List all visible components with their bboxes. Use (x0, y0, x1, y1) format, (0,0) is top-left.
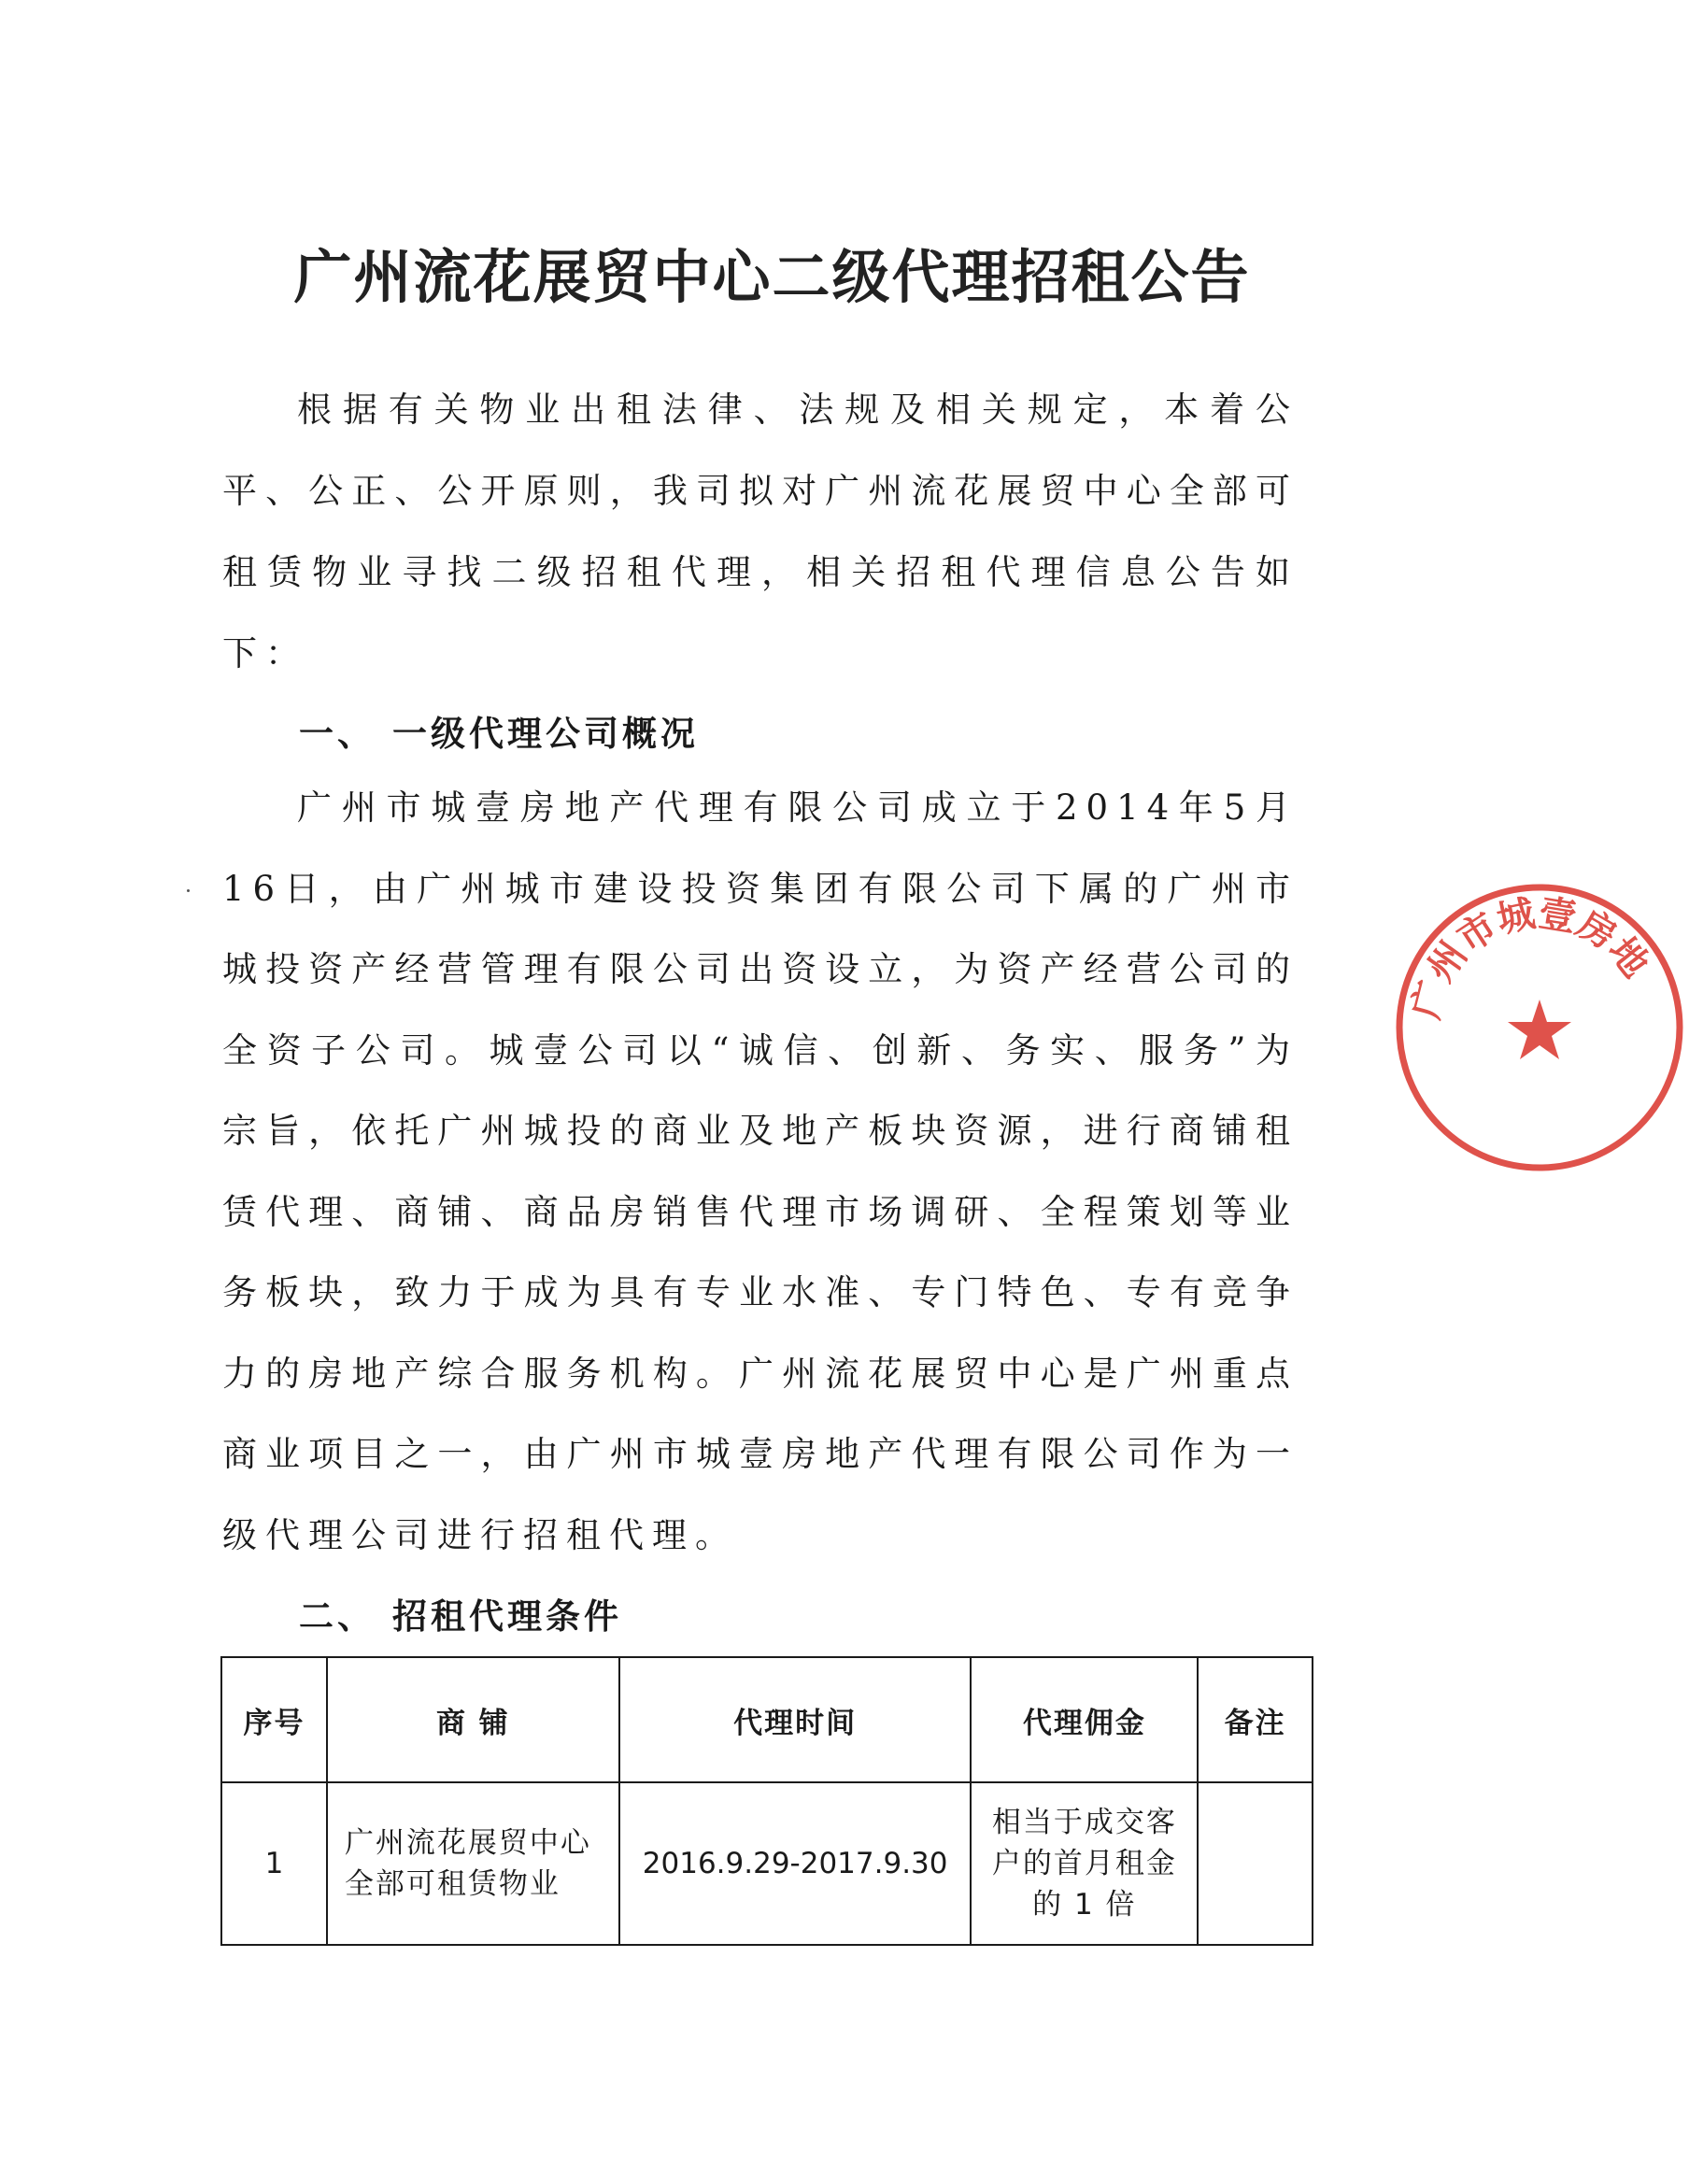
header-period: 代理时间 (619, 1657, 971, 1782)
header-no: 序号 (221, 1657, 327, 1782)
section-2-title: 招租代理条件 (392, 1596, 622, 1637)
section-1-title: 一级代理公司概况 (392, 714, 699, 754)
header-shop: 商 铺 (327, 1657, 619, 1782)
intro-paragraph: 根据有关物业出租法律、法规及相关规定，本着公平、公正、公开原则，我司拟对广州流花展贸中心全部可租赁物业寻找二级招租代理，相关招租代理信息公告如下： (222, 390, 1299, 674)
cell-shop-line-2: 全部可租赁物业 (344, 1867, 561, 1901)
scan-artifact-dot (187, 889, 190, 892)
svg-text:广州市城壹房地: 广州市城壹房地 (1404, 891, 1657, 1024)
cell-no: 1 (221, 1782, 327, 1945)
cell-fee-line-3: 的 1 倍 (1032, 1888, 1137, 1922)
document-title: 广州流花展贸中心二级代理招租公告 (293, 242, 1251, 311)
section-2-number: 二、 (299, 1596, 376, 1637)
cell-note (1198, 1782, 1313, 1945)
cell-shop (327, 1782, 619, 1945)
cell-period: 2016.9.29-2017.9.30 (619, 1782, 971, 1945)
cell-fee-line-2: 户的首月租金 (991, 1847, 1177, 1880)
company-seal-icon (1390, 878, 1689, 1177)
agency-terms-table (220, 1656, 1313, 1946)
section-1-number: 一、 (299, 714, 376, 754)
section-1-heading (299, 705, 699, 756)
header-fee: 代理佣金 (971, 1657, 1198, 1782)
table-row (221, 1782, 1313, 1945)
cell-shop-line-1: 广州流花展贸中心 (344, 1826, 591, 1860)
cell-fee-line-1: 相当于成交客 (991, 1806, 1177, 1839)
cell-fee (971, 1782, 1198, 1945)
section-1-body: 广州市城壹房地产代理有限公司成立于2014年5月16日，由广州城市建设投资集团有限公司下属的广州市城投资产经营管理有限公司出资设立，为资产经营公司的全资子公司。城壹公司以“诚信、创新、务实、服务”为宗旨，依托广州城投的商业及地产板块资源，进行商铺租赁代理、商铺、商品房销售代理市场调研、全程策划等业务板块，致力于成为具有专业水准、专门特色、专有竞争力的房地产综合服务机构。广州流花展贸中心是广州重点商业项目之一，由广州市城壹房地产代理有限公司作为一级代理公司进行招租代理。 (222, 787, 1299, 1555)
header-note: 备注 (1198, 1657, 1313, 1782)
table-header-row (221, 1657, 1313, 1782)
section-2-heading (299, 1588, 622, 1638)
